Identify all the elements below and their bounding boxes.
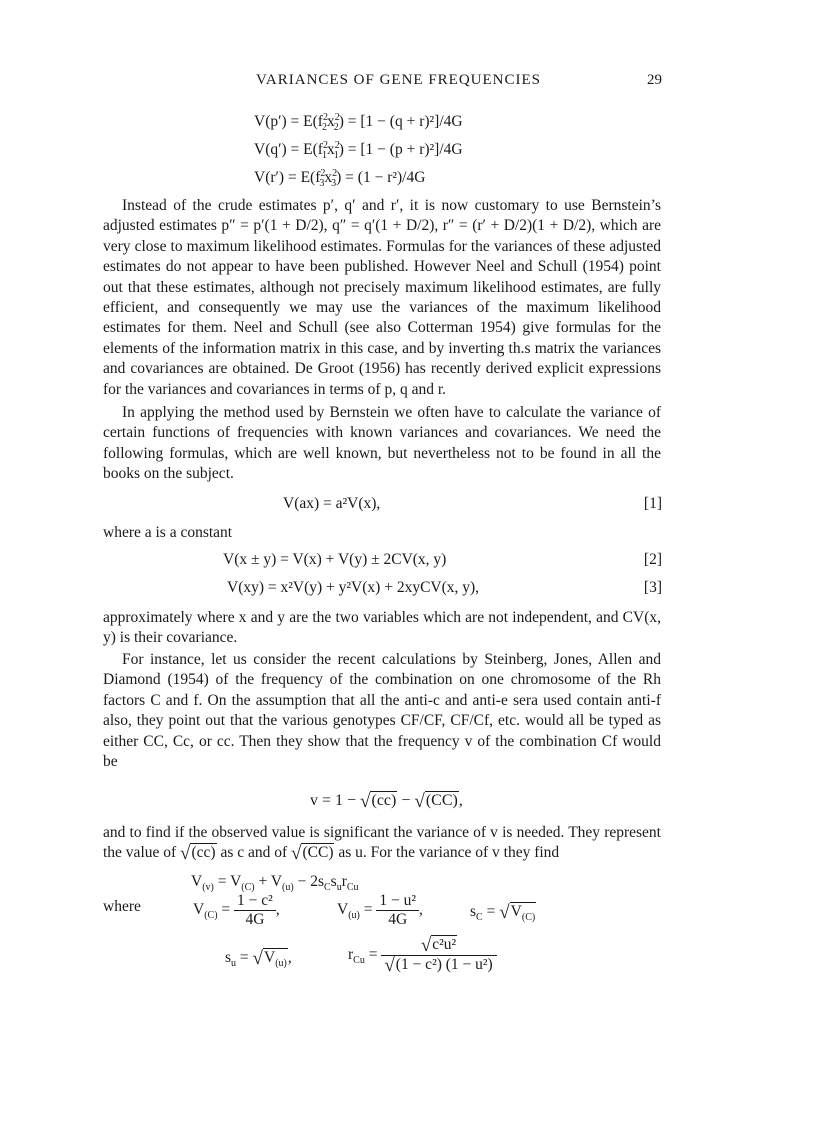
sqrt-CC: √(CC) — [414, 791, 458, 812]
equation-vr: $V(r') = E(f^2_3x^2_3) = (1 - r^2)/4G$ — [254, 168, 426, 190]
equation-3: V(xy) = x²V(y) + y²V(x) + 2xyCV(x, y), — [227, 579, 480, 596]
paragraph-represent: and to find if the observed value is significant the variance of v is needed. They represent the value of √(cc) as c and of √(CC) as u. For the variance of v they find — [103, 824, 661, 865]
equation-sc: $s_C = √V_{(C)}$ — [470, 902, 536, 924]
sqrt-cc: √(cc) — [360, 791, 397, 812]
header-title: VARIANCES OF GENE FREQUENCIES — [256, 72, 541, 88]
equation-vq: $V(q') = E(f^2_1x^2_1) = [1 - (p + r)^2]/4G$ — [254, 140, 463, 162]
running-header — [256, 72, 662, 89]
equation-2: V(x ± y) = V(x) + V(y) ± 2CV(x, y) — [223, 551, 447, 568]
paragraph-constant: where a is a constant — [103, 524, 233, 541]
paragraph-covariance: approximately where x and y are the two variables which are not independent, and CV(x, y) is their covariance. — [103, 609, 661, 647]
equation-variance-v: $V_{(v)} = V_{(C)} + V_{(u)} - 2s_Cs_ur_{Cu}$ — [191, 873, 359, 894]
equation-v: v = 1 − √(cc) − √(CC), — [310, 791, 463, 812]
paragraph-steinberg: For instance, let us consider the recent calculations by Steinberg, Jones, Allen and Diamond (1954) of the frequency of the combination on one chromosome of the Rh factors C and f. On the assumption that all the anti-c and anti-e sera used contain anti-f also, they point out that the various genotypes CF/CF, CF/Cf, etc. would all be typed as either CC, Cc, or cc. Then they show that the frequency v of the combination Cf would be — [103, 651, 661, 771]
paragraph-method: In applying the method used by Bernstein we often have to calculate the variance of certain functions of frequencies with known variances and covariances. We need the following formulas, which are well known, but nevertheless not to be found in all the books on the subject. — [103, 404, 661, 483]
equation-vu: $V_{(u)}$ = $\frac{\text{1 − u²}}{4G}$ , — [337, 892, 423, 928]
equation-vp: $V(p') = E(f^2_2x^2_2) = [1 - (q + r)^2]/4G$ — [254, 112, 463, 134]
page-number: 29 — [647, 72, 662, 88]
equation-1-number: [1] — [643, 495, 662, 512]
paragraph-adjusted-estimates: Instead of the crude estimates p′, q′ and r′, it is now customary to use Bernstein’s adjusted estimates p″ = p′(1 + D/2), q″ = q′(1 + D/2), r″ = (r′ + D/2)(1 + D/2), which are very close to maximum likelihood estimates. Formulas for the variances of these adjusted estimates do not appear to have been published. However Neel and Schull (1954) point out that these estimates, although not precisely maximum likelihood estimates, are fully efficient, and consequently we may use the variances of the maximum likelihood estimates for them. Neel and Schull (see also Cotterman 1954) give formulas for the elements of the information matrix in this case, and by inverting th.s matrix the variances and covariances are obtained. De Groot (1956) has recently derived explicit expressions for the variances and covariances in terms of p, q and r. — [103, 197, 661, 398]
equation-3-number: [3] — [643, 579, 662, 596]
equation-su: $s_u = √V_{(u)}$, — [225, 948, 292, 970]
equation-vc: $V_{(C)}$ = $\frac{\text{1 − c²}}{4G}$ , — [193, 892, 280, 928]
equation-rcu: $r_{Cu}$ = $\frac{\text{√c²u²}}{\text{√(1 − c²) (1 − u²)}}$ — [348, 936, 497, 975]
paragraph-where: where — [103, 898, 141, 915]
equation-1: V(ax) = a²V(x), — [283, 495, 381, 512]
equation-2-number: [2] — [643, 551, 662, 568]
